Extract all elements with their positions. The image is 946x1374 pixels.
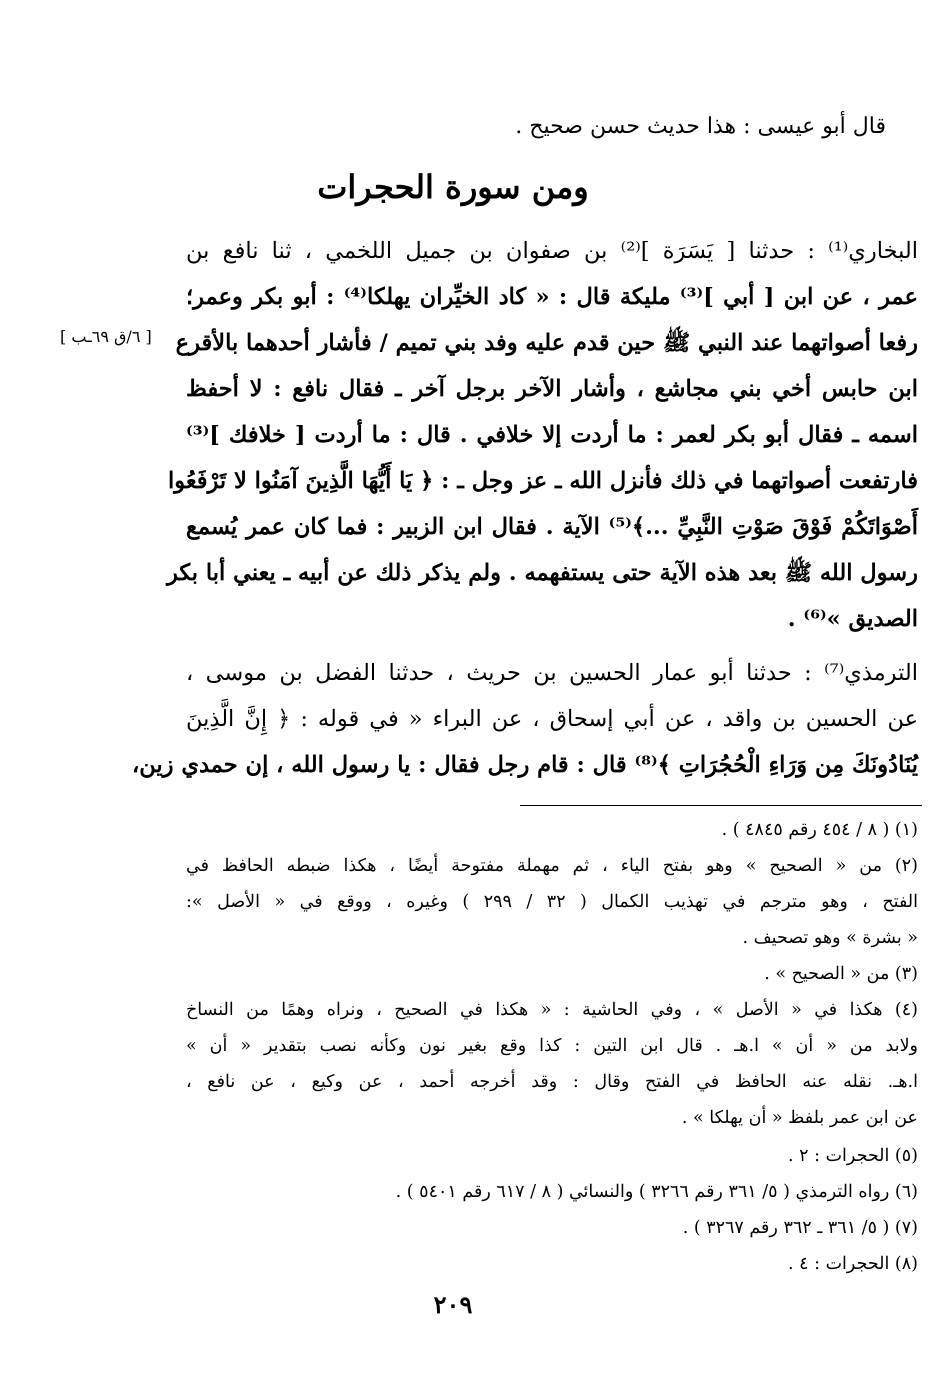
footnote: (١) ( ٨ / ٤٥٤ رقم ٤٨٤٥ ) . (721, 820, 918, 840)
footnote: (٨) الحجرات : ٤ . (788, 1254, 918, 1274)
footnote: (٧) ( ٥/ ٣٦١ ـ ٣٦٢ رقم ٣٢٦٧ ) . (682, 1218, 918, 1238)
footnote: (٦) رواه الترمذي ( ٥/ ٣٦١ رقم ٣٢٦٦ ) والنسائي ( ٨ / ٦١٧ رقم ٥٤٠١ ) . (395, 1182, 918, 1202)
footnote: (٥) الحجرات : ٢ . (788, 1146, 918, 1166)
footnote: (٤) هكذا في « الأصل » ، وفي الحاشية : « هكذا في الصحيح ، ونراه وهمًا من النساخ (186, 1000, 918, 1020)
body-line: يُنَادُونَكَ مِن وَرَاءِ الْحُجُرَاتِ ﴾⁽⁸⁾ قال : قام رجل فقال : يا رسول الله ، إن حمدي زين، (132, 752, 918, 778)
body-line: فارتفعت أصواتهما في ذلك فأنزل الله ـ عز وجل ـ : ﴿ يَا أَيُّهَا الَّذِينَ آمَنُوا لا تَرْفَعُوا (167, 468, 918, 494)
body-line: رفعا أصواتهما عند النبي ﷺ حين قدم عليه وفد بني تميم / فأشار أحدهما بالأقرع (175, 330, 918, 356)
footnote: (٣) من « الصحيح » . (764, 964, 918, 984)
footnote: (٢) من « الصحيح » وهو بفتح الياء ، ثم مهملة مفتوحة أيضًا ، هكذا ضبطه الحافظ في (186, 856, 918, 876)
footnote-continuation: ا.هـ. نقله عنه الحافظ في الفتح وقال : وقد أخرجه أحمد ، عن وكيع ، عن نافع ، (186, 1072, 918, 1092)
footnote-continuation: الفتح ، وهو مترجم في تهذيب الكمال ( ٣٢ / ٢٩٩ ) وغيره ، ووقع في « الأصل »: (186, 892, 919, 912)
footnote-separator (520, 805, 922, 806)
footnote-continuation: ولابد من « أن » ا.هـ . قال ابن التين : كذا وقع بغير نون وكأنه نصب بتقدير « أن » (186, 1036, 918, 1056)
footnote-continuation: عن ابن عمر بلفظ « أن يهلكا » . (681, 1108, 918, 1128)
body-line: الترمذي⁽⁷⁾ : حدثنا أبو عمار الحسين بن حريث ، حدثنا الفضل بن موسى ، (186, 660, 918, 686)
body-line: عن الحسين بن واقد ، عن أبي إسحاق ، عن البراء « في قوله : ﴿ إِنَّ الَّذِينَ (186, 706, 918, 732)
body-line: ابن حابس أخي بني مجاشع ، وأشار الآخر برجل آخر ـ فقال نافع : لا أحفظ (186, 376, 918, 402)
body-line: رسول الله ﷺ بعد هذه الآية حتى يستفهمه . ولم يذكر ذلك عن أبيه ـ يعني أبا بكر (166, 560, 918, 586)
manuscript-folio-note: [ ٦/ق ٦٩ـب ] (60, 327, 152, 346)
footnote-continuation: « بشرة » وهو تصحيف . (742, 928, 918, 948)
body-line: أَصْوَاتَكُمْ فَوْقَ صَوْتِ النَّبِيِّ ...﴾⁽⁵⁾ الآية . فقال ابن الزبير : فما كان عمر يُسمع (186, 514, 918, 540)
body-line: عمر ، عن ابن [ أبي ]⁽³⁾ مليكة قال : « كاد الخيِّران يهلكا⁽⁴⁾ : أبو بكر وعمر؛ (186, 284, 918, 310)
body-line: البخاري⁽¹⁾ : حدثنا [ يَسَرَة ]⁽²⁾ بن صفوان بن جميل اللخمي ، ثنا نافع بن (186, 238, 918, 264)
page-number: ٢٠٩ (433, 1290, 473, 1319)
body-line: الصديق »⁽⁶⁾ . (787, 606, 918, 632)
body-line: اسمه ـ فقال أبو بكر لعمر : ما أردت إلا خلافي . قال : ما أردت [ خلافك ]⁽³⁾ (186, 422, 918, 448)
chapter-title: ومن سورة الحجرات (317, 168, 589, 206)
intro-line: قال أبو عيسى : هذا حديث حسن صحيح . (515, 114, 886, 139)
